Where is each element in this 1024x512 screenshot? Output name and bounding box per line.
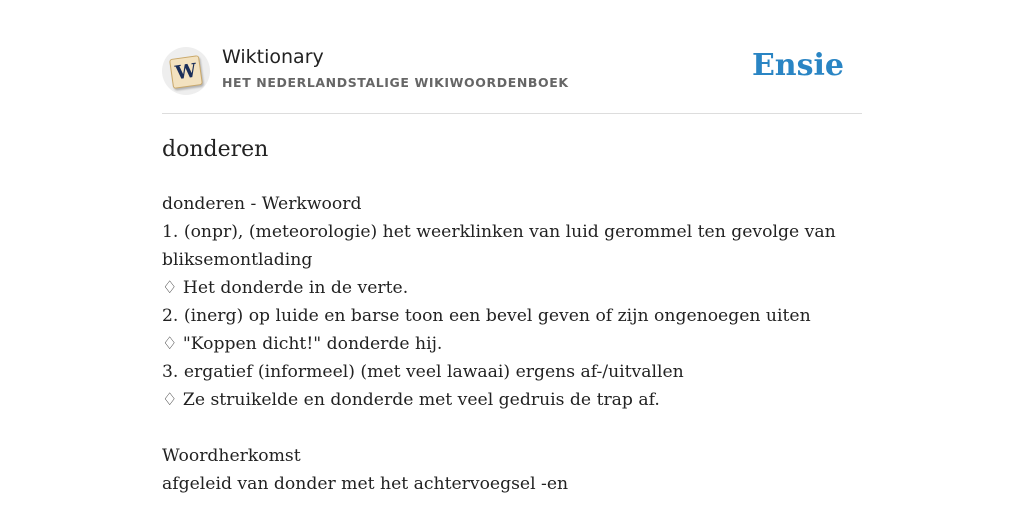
section-spacer	[162, 414, 842, 442]
sense-example-3: ♢ Ze struikelde en donderde met veel gedruis de trap af.	[162, 390, 660, 410]
sense-definition-3: 3. ergatief (informeel) (met veel lawaai) ergens af-/uitvallen	[162, 362, 684, 382]
site-subtitle: HET NEDERLANDSTALIGE WIKIWOORDENBOEK	[222, 75, 569, 90]
logo-letter: W	[173, 59, 199, 85]
sense-example-1: ♢ Het donderde in de verte.	[162, 278, 409, 298]
etymology-heading: Woordherkomst	[162, 446, 301, 466]
logo-tile-icon	[169, 55, 203, 89]
sense-definition-1: 1. (onpr), (meteorologie) het weerklinken van luid gerommel ten gevolge van bliksemontlading	[162, 222, 836, 270]
sense-example-2: ♢ "Koppen dicht!" donderde hij.	[162, 334, 443, 354]
site-header	[162, 44, 862, 104]
site-name[interactable]: Wiktionary	[222, 46, 324, 68]
ensie-brand-link[interactable]: Ensie	[751, 48, 844, 83]
page-title: donderen	[162, 137, 269, 162]
entry-heading: donderen - Werkwoord	[162, 194, 362, 214]
wiktionary-logo[interactable]	[162, 47, 210, 95]
etymology-text: afgeleid van donder met het achtervoegsel -en	[162, 474, 569, 494]
entry-content	[162, 190, 842, 498]
sense-definition-2: 2. (inerg) op luide en barse toon een bevel geven of zijn ongenoegen uiten	[162, 306, 811, 326]
header-divider	[162, 113, 862, 114]
